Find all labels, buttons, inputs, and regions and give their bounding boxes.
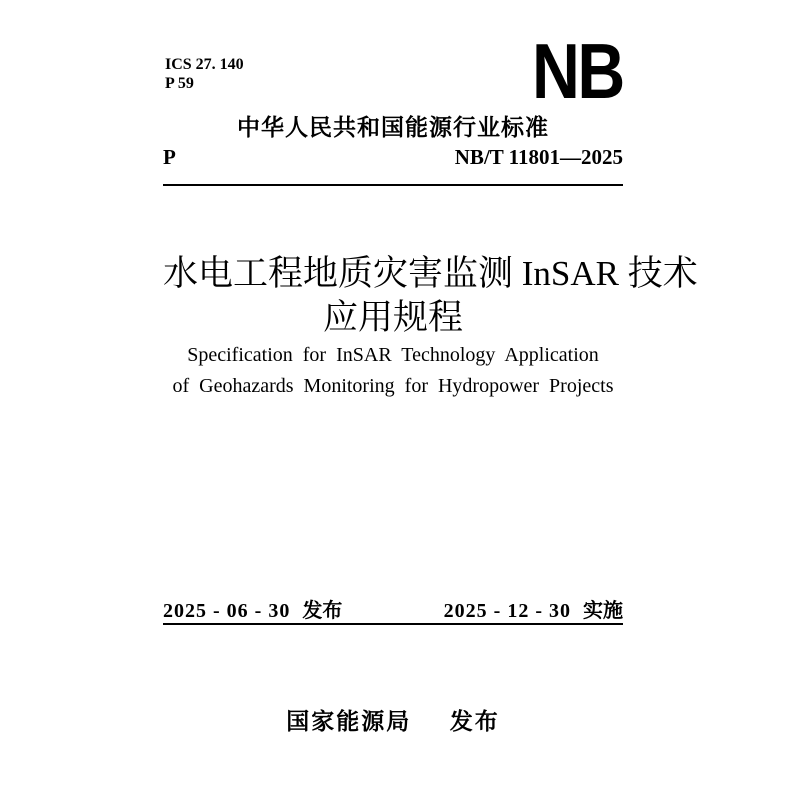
header-divider-line bbox=[163, 184, 623, 186]
title-english-line1: Specification for InSAR Technology Application bbox=[187, 344, 599, 366]
doc-class-letter: P bbox=[163, 145, 176, 169]
publisher-name: 国家能源局 bbox=[286, 708, 412, 734]
title-chinese-line1: 水电工程地质灾害监测 InSAR 技术 bbox=[163, 254, 698, 293]
publish-action-label: 发布 bbox=[449, 708, 500, 734]
title-chinese bbox=[163, 252, 698, 340]
dates-row bbox=[163, 594, 623, 623]
nb-logo: NB bbox=[532, 27, 623, 115]
ics-codes bbox=[165, 55, 244, 93]
title-chinese-line2: 应用规程 bbox=[322, 298, 463, 337]
cover-content bbox=[163, 0, 698, 800]
implement-label: 实施 bbox=[583, 600, 623, 622]
publisher-row bbox=[163, 703, 623, 736]
footer-divider-line bbox=[163, 623, 623, 625]
issue-label: 发布 bbox=[302, 600, 343, 622]
class-number-row bbox=[163, 145, 623, 170]
standard-type-heading: 中华人民共和国能源行业标准 bbox=[237, 114, 549, 140]
standard-number: NB/T 11801—2025 bbox=[454, 145, 623, 169]
implement-date-group bbox=[444, 594, 623, 623]
issue-date-group bbox=[163, 594, 342, 623]
implement-date: 2025 - 12 - 30 bbox=[443, 600, 571, 622]
classification-code: P 59 bbox=[165, 75, 194, 92]
title-english-line2: of Geohazards Monitoring for Hydropower Projects bbox=[172, 375, 614, 397]
issue-date: 2025 - 06 - 30 bbox=[163, 600, 291, 622]
ics-code: ICS 27. 140 bbox=[165, 56, 244, 73]
title-english bbox=[163, 340, 623, 402]
